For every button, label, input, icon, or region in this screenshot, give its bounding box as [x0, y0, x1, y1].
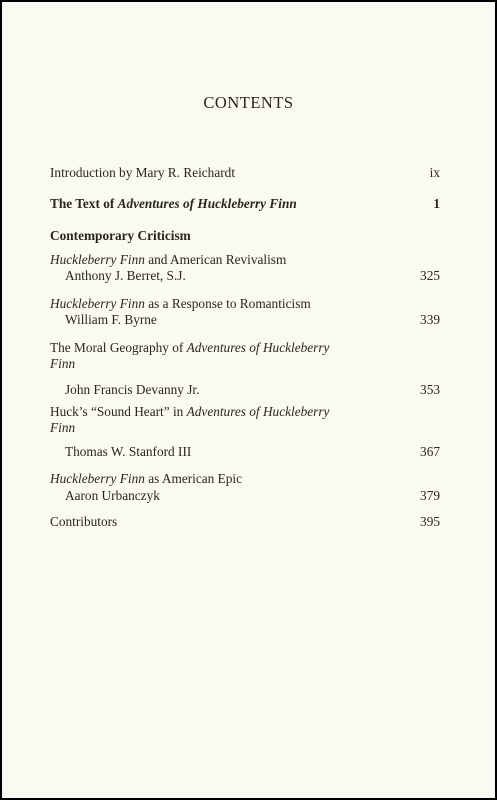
entry-text: Contemporary Criticism: [50, 228, 191, 243]
toc-entry-author: [65, 488, 160, 504]
entry-text: Contributors: [50, 514, 118, 529]
toc-page-number: 353: [420, 382, 440, 397]
italic-title-text: Adventures of Huckleberry Finn: [117, 196, 297, 211]
entry-text: Aaron Urbanczyk: [65, 488, 160, 503]
toc-page-number: 1: [433, 196, 440, 211]
toc-page-number: 379: [420, 488, 440, 503]
entry-text: and American Revivalism: [144, 252, 287, 267]
toc-entry-author: [65, 444, 191, 460]
toc-entry-author: [65, 312, 157, 328]
entry-text: William F. Byrne: [65, 312, 157, 327]
toc-page-number: ix: [429, 165, 440, 180]
toc-page-number: 395: [420, 514, 440, 529]
book-page: [2, 2, 495, 798]
toc-entry-title: [50, 356, 75, 372]
toc-entry-title: [50, 228, 191, 244]
entry-text: Thomas W. Stanford III: [65, 444, 192, 459]
toc-entry-title: [50, 340, 329, 356]
italic-title-text: Finn: [50, 356, 76, 371]
italic-title-text: Adventures of Huckleberry: [186, 340, 330, 355]
contents-heading: CONTENTS: [203, 93, 294, 112]
toc-page-number: 325: [420, 268, 440, 283]
entry-text: as American Epic: [144, 471, 242, 486]
entry-text: as a Response to Romanticism: [144, 296, 311, 311]
toc-page-number: 339: [420, 312, 440, 327]
toc-entry-title: [50, 296, 311, 312]
toc-entry-title: [50, 252, 286, 268]
toc-entry-author: [65, 268, 186, 284]
entry-text: John Francis Devanny Jr.: [65, 382, 200, 397]
toc-entry-title: [50, 514, 117, 530]
toc-entry-title: [50, 196, 297, 212]
entry-text: The Text of: [50, 196, 118, 211]
entry-text: Introduction by Mary R. Reichardt: [50, 165, 236, 180]
toc-entry-title: [50, 404, 329, 420]
italic-title-text: Huckleberry Finn: [50, 471, 145, 486]
toc-entry-author: [65, 382, 199, 398]
toc-entry-title: [50, 471, 242, 487]
italic-title-text: Huckleberry Finn: [50, 252, 145, 267]
toc-entry-title: [50, 420, 75, 436]
toc-entry-title: [50, 165, 235, 181]
italic-title-text: Huckleberry Finn: [50, 296, 145, 311]
italic-title-text: Adventures of Huckleberry: [186, 404, 330, 419]
toc-page-number: 367: [420, 444, 440, 459]
entry-text: The Moral Geography of: [50, 340, 187, 355]
entry-text: Huck’s “Sound Heart” in: [50, 404, 187, 419]
italic-title-text: Finn: [50, 420, 76, 435]
entry-text: Anthony J. Berret, S.J.: [65, 268, 186, 283]
